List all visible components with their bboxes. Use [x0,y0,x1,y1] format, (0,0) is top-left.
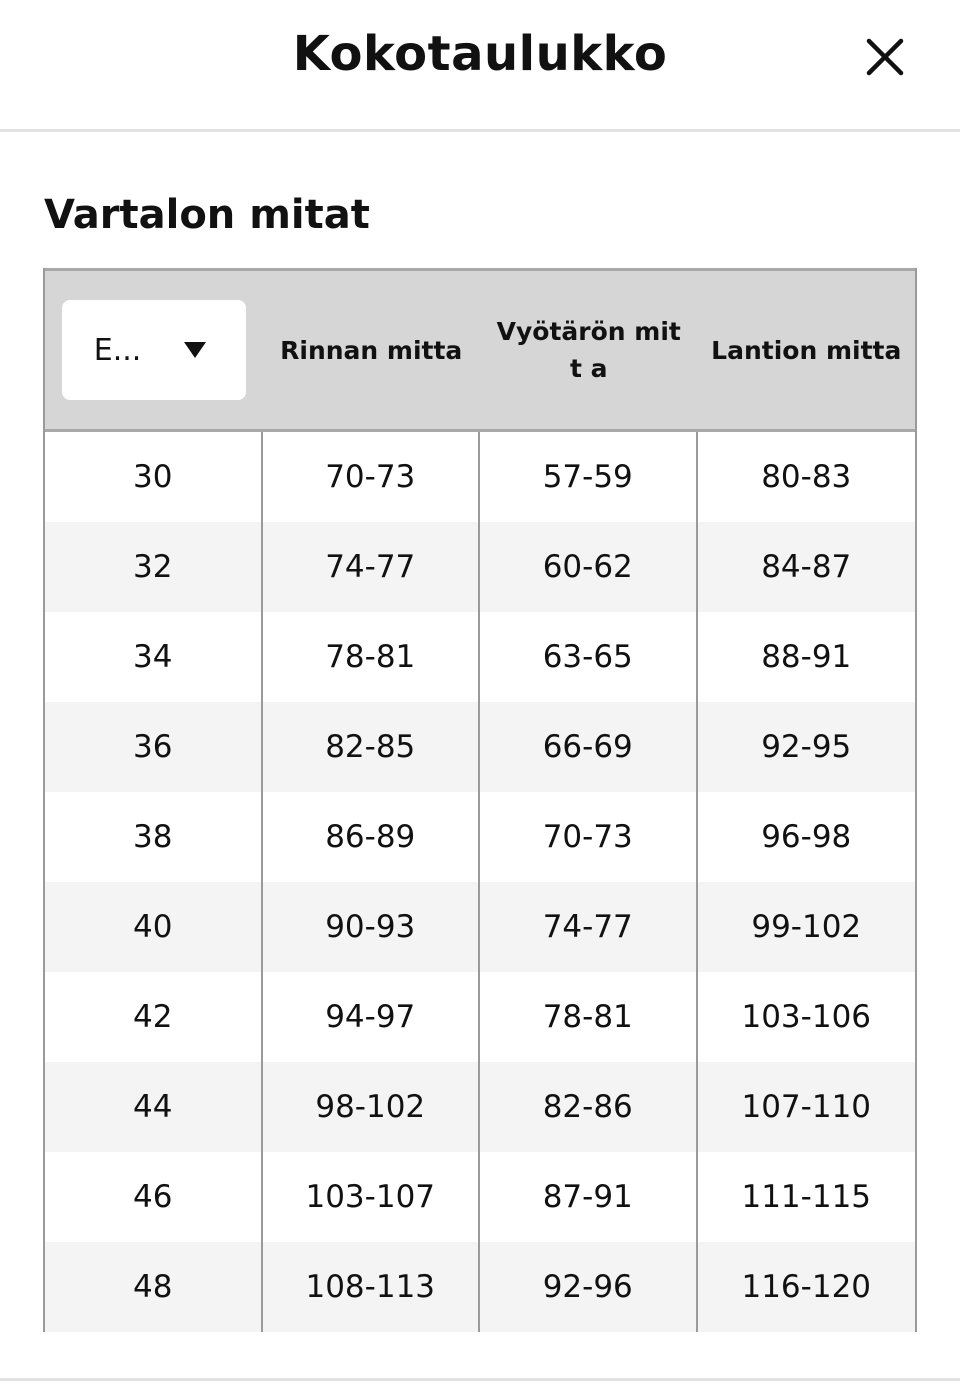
close-button[interactable] [862,34,908,80]
hip-cell: 96-98 [761,819,852,855]
chest-cell: 98-102 [263,1062,481,1152]
waist-cell: 66-69 [480,702,698,792]
bottom-divider [0,1378,960,1381]
waist-cell: 63-65 [480,612,698,702]
chest-cell: 90-93 [263,882,481,972]
column-header-waist: Vyötärön mitt a [496,317,681,383]
size-cell: 42 [45,972,263,1062]
size-cell: 30 [45,432,263,522]
waist-cell: 57-59 [480,432,698,522]
table-row [45,612,915,702]
table-row [45,1062,915,1152]
size-cell: 48 [45,1242,263,1332]
chest-cell: 103-107 [263,1152,481,1242]
size-cell: 34 [45,612,263,702]
size-cell: 38 [45,792,263,882]
chest-cell: 82-85 [263,702,481,792]
chest-cell: 108-113 [263,1242,481,1332]
hip-cell: 107-110 [741,1089,872,1125]
size-cell: 36 [45,702,263,792]
table-body [45,432,915,1332]
table-row [45,792,915,882]
size-table [43,268,917,1332]
column-header-hip: Lantion mitta [711,335,902,365]
hip-cell: 99-102 [751,909,862,945]
hip-cell: 80-83 [761,459,852,495]
waist-cell: 74-77 [480,882,698,972]
section-title: Vartalon mitat [44,192,370,238]
waist-cell: 70-73 [480,792,698,882]
size-cell: 40 [45,882,263,972]
hip-cell: 111-115 [741,1179,872,1215]
table-row [45,1152,915,1242]
hip-cell: 103-106 [741,999,872,1035]
modal-title: Kokotaulukko [292,26,668,82]
waist-cell: 78-81 [480,972,698,1062]
table-row [45,702,915,792]
chest-cell: 78-81 [263,612,481,702]
waist-cell: 87-91 [480,1152,698,1242]
table-row [45,522,915,612]
size-cell: 32 [45,522,263,612]
chest-cell: 70-73 [263,432,481,522]
table-row [45,432,915,522]
chest-cell: 86-89 [263,792,481,882]
column-header-chest: Rinnan mitta [280,335,463,365]
waist-cell: 82-86 [480,1062,698,1152]
hip-cell: 88-91 [761,639,852,675]
close-icon [862,34,908,80]
table-row [45,972,915,1062]
modal-header [0,0,960,132]
hip-cell: 84-87 [761,549,852,585]
size-cell: 44 [45,1062,263,1152]
chest-cell: 74-77 [263,522,481,612]
chest-cell: 94-97 [263,972,481,1062]
size-system-header-cell [45,271,262,429]
hip-cell: 92-95 [761,729,852,765]
waist-cell: 92-96 [480,1242,698,1332]
size-cell: 46 [45,1152,263,1242]
waist-cell: 60-62 [480,522,698,612]
caret-down-icon [184,342,206,358]
table-row [45,882,915,972]
table-header [45,268,915,432]
size-system-dropdown[interactable] [62,300,246,400]
table-row [45,1242,915,1332]
size-system-selected-label: E... [93,332,142,368]
hip-cell: 116-120 [741,1269,872,1305]
